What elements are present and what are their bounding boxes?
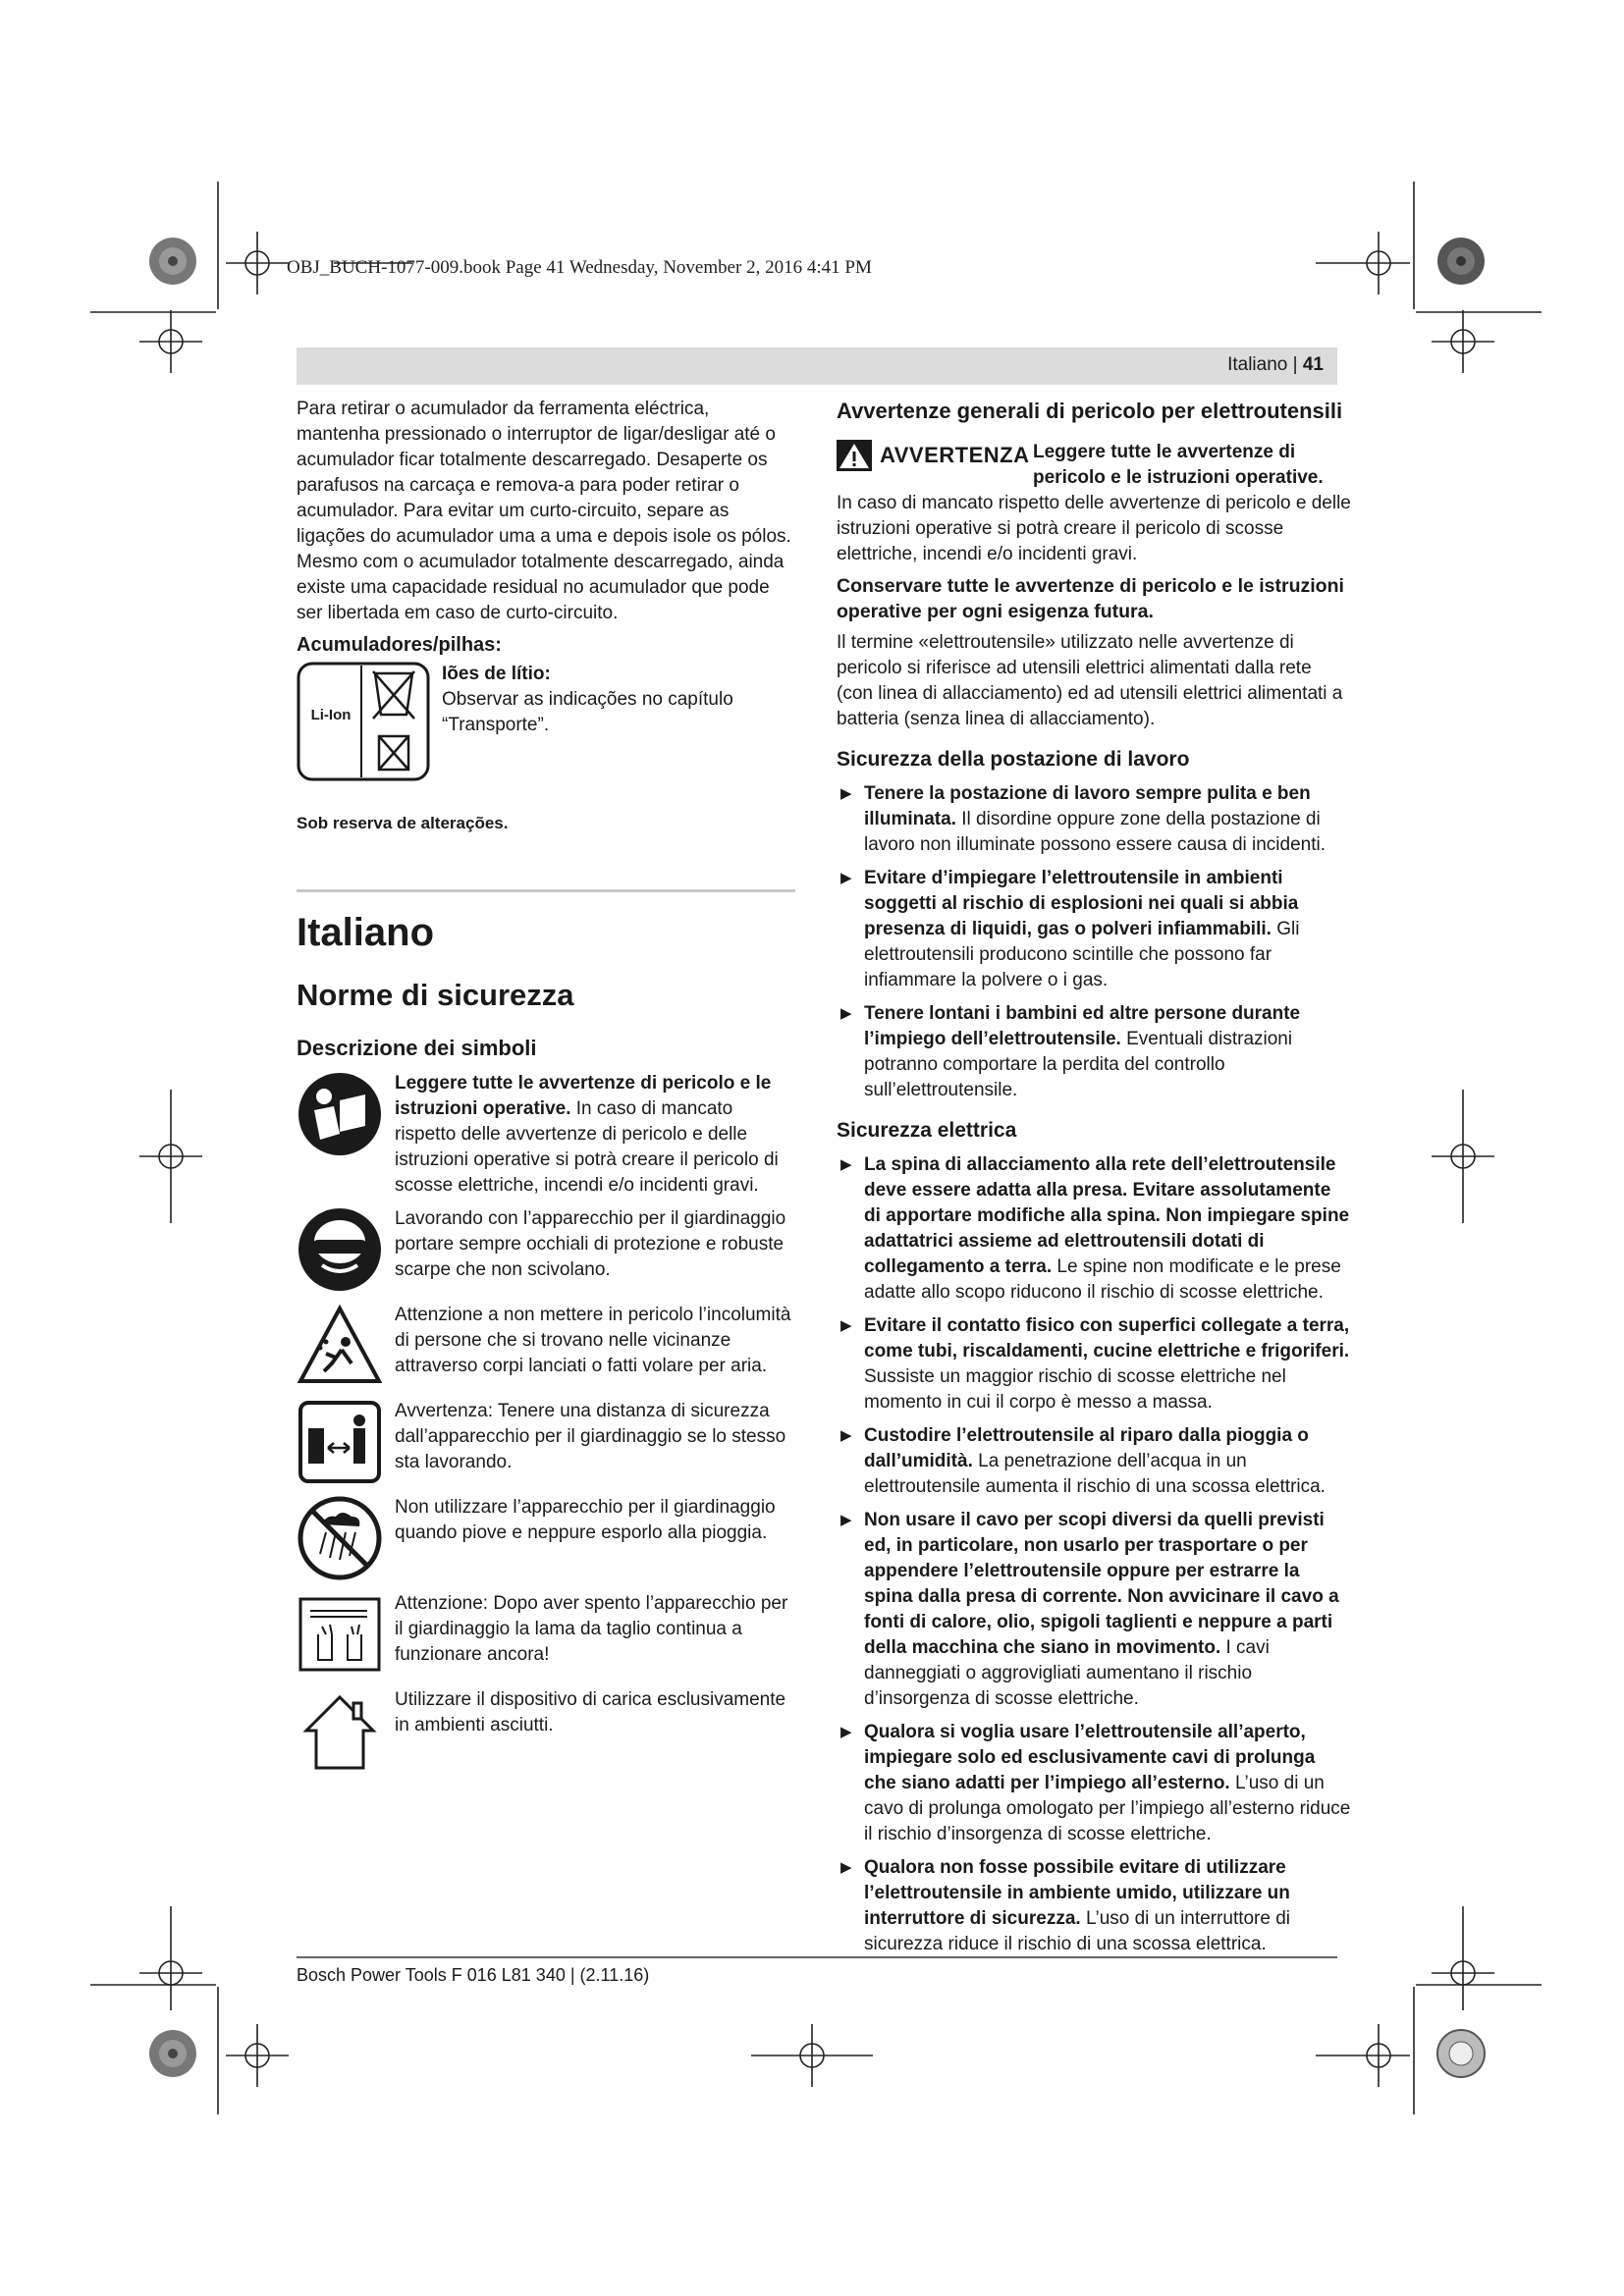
warning-triangle-icon <box>837 440 872 471</box>
li-ion-block <box>297 662 795 785</box>
symbol-text: Attenzione: Dopo aver spento l’apparecchio per il giardinaggio la lama da taglio continua a funzionare ancora! <box>395 1593 788 1665</box>
eye-protection-icon <box>297 1206 383 1293</box>
keep-instructions-note: Conservare tutte le avvertenze di pericolo e le istruzioni operative per ogni esigenza futura. <box>837 575 1344 622</box>
page-footer: Bosch Power Tools F 016 L81 340 | (2.11.16) <box>297 1965 650 1985</box>
item-bold-text: Qualora si voglia usare l’elettroutensile all’aperto, impiegare solo ed esclusivamente cavi di prolunga che siano adatti per l’impiego all’esterno. <box>864 1722 1316 1793</box>
item-bold-text: Tenere lontani i bambini ed altre persone durante l’impiego dell’elettroutensile. <box>864 1003 1301 1049</box>
symbol-text: Avvertenza: Tenere una distanza di sicurezza dall’apparecchio per il giardinaggio se lo stesso sta lavorando. <box>395 1401 786 1472</box>
page-header-bar <box>297 347 1337 385</box>
electrical-item: ▶ La spina di allacciamento alla rete dell’elettroutensile deve essere adatta alla presa. Evitare assolutamente di apportare modifiche alla spina. Non impiegare spine adattatrici assieme ad elettroutensili dotati di collegamento a terra. Le spine non modificate e le prese adatte allo scopo riducono il rischio di scosse elettriche. <box>840 1154 1350 1303</box>
no-rain-icon <box>297 1495 383 1581</box>
electrical-item: ▶ Qualora non fosse possibile evitare di utilizzare l’elettroutensile in ambiente umido, utilizzare un interruttore di sicurezza. L’uso di un interruttore di sicurezza riduce il rischio di una scossa elettrica. <box>840 1857 1291 1954</box>
symbol-text: Attenzione a non mettere in pericolo l’incolumità di persone che si trovano nelle vicinanze attraverso corpi lanciati o fatti volare per aria. <box>395 1305 791 1376</box>
reserve-note: Sob reserva de alterações. <box>297 814 509 832</box>
color-rosette-tl <box>149 238 196 285</box>
item-text: Eventuali distrazioni potranno comportare la perdita del controllo sull’elettroutensile. <box>864 1029 1293 1100</box>
electrical-safety-title: Sicurezza elettrica <box>837 1119 1017 1142</box>
symbols-title: Descrizione dei simboli <box>297 1036 537 1060</box>
item-text: Le spine non modificate e le prese adatte allo scopo riducono il rischio di scosse elettriche. <box>864 1256 1341 1303</box>
section-divider <box>297 889 795 892</box>
electrical-item: ▶ Qualora si voglia usare l’elettroutensile all’aperto, impiegare solo ed esclusivamente cavi di prolunga che siano adatti per l’impiego all’esterno. L’uso di un cavo di prolunga omologato per l’impiego all’esterno riduce il rischio d’insorgenza di scosse elettriche. <box>840 1722 1351 1844</box>
general-warnings-title: Avvertenze generali di pericolo per elettroutensili <box>837 399 1343 423</box>
warning-label: AVVERTENZA <box>880 443 1030 467</box>
page-header-label <box>1227 354 1324 376</box>
color-rosette-br <box>1437 2030 1485 2077</box>
item-bold-text: Non usare il cavo per scopi diversi da quelli previsti ed, in particolare, non usarlo per trasportare o per appendere l’elettroutensile oppure per estrarre la spina dalla presa di corrente. Non avvicinare il cavo a fonti di calore, olio, spigoli taglienti e neppure a parti della macchina che siano in movimento. <box>864 1510 1339 1658</box>
book-info-line: OBJ_BUCH-1077-009.book Page 41 Wednesday, November 2, 2016 4:41 PM <box>287 257 872 278</box>
left-column <box>297 397 795 1784</box>
safety-distance-icon <box>297 1399 383 1485</box>
symbol-row-no-rain <box>297 1495 795 1583</box>
term-definition-paragraph: Il termine «elettroutensile» utilizzato nelle avvertenze di pericolo si riferisce ad utensili elettrici alimentati dalla rete (con linea di allacciamento) ed ad utensili elettrici alimentati a batteria (senza linea di allacciamento). <box>837 632 1343 729</box>
pt-battery-paragraph: Para retirar o acumulador da ferramenta eléctrica, mantenha pressionado o interruptor de ligar/desligar até o acumulador ficar totalmente descarregado. Desaperte os parafusos na carcaça e remova-a para poder retirar o acumulador. Para evitar um curto-circuito, separe as ligações do acumulador uma a uma e depois isole os pólos. Mesmo com o acumulador totalmente descarregado, ainda existe uma capacidade residual no acumulador que pode ser libertada em caso de curto-circuito. <box>297 399 791 623</box>
workplace-item: ▶ Tenere la postazione di lavoro sempre pulita e ben illuminata. Il disordine oppure zone della postazione di lavoro non illuminate possono essere causa di incidenti. <box>840 783 1326 855</box>
item-text: L’uso di un interruttore di sicurezza riduce il rischio di una scossa elettrica. <box>864 1908 1291 1954</box>
symbol-text: Utilizzare il dispositivo di carica esclusivamente in ambienti asciutti. <box>395 1689 786 1735</box>
batteries-heading: Acumuladores/pilhas: <box>297 634 502 656</box>
item-text: La penetrazione dell’acqua in un elettroutensile aumenta il rischio di una scossa elettrica. <box>864 1451 1326 1497</box>
item-bold-text: Evitare il contatto fisico con superfici collegate a terra, come tubi, riscaldamenti, cucine elettriche e frigoriferi. <box>864 1315 1350 1362</box>
li-ion-text: Observar as indicações no capítulo “Transporte”. <box>442 689 733 735</box>
item-bold-text: Evitare d’impiegare l’elettroutensile in ambienti soggetti al rischio di esplosioni nei quali si abbia presenza di liquidi, gas o polveri infiammabili. <box>864 868 1299 939</box>
right-column <box>837 397 1351 1965</box>
read-manual-icon <box>297 1071 383 1157</box>
language-title: Italiano <box>297 911 435 954</box>
item-bold-text: Qualora non fosse possibile evitare di utilizzare l’elettroutensile in ambiente umido, utilizzare un interruttore di sicurezza. <box>864 1857 1290 1929</box>
warning-text: In caso di mancato rispetto delle avvertenze di pericolo e delle istruzioni operative si potrà creare il pericolo di scosse elettriche, incendi e/o incidenti gravi. <box>837 493 1351 564</box>
registration-crosshair-mr <box>1432 1090 1494 1223</box>
color-rosette-tr <box>1437 238 1485 285</box>
item-bold-text: Tenere la postazione di lavoro sempre pulita e ben illuminata. <box>864 783 1311 829</box>
item-text: Gli elettroutensili producono scintille che possono far infiammare la polvere o i gas. <box>864 919 1300 990</box>
item-bold-text: Custodire l’elettroutensile al riparo dalla pioggia o dall’umidità. <box>864 1425 1309 1471</box>
header-separator: | <box>1287 354 1303 375</box>
symbol-row-flying-objects <box>297 1303 795 1391</box>
item-text: Sussiste un maggior rischio di scosse elettriche nel momento in cui il corpo è messo a massa. <box>864 1366 1286 1413</box>
li-ion-title: Iões de lítio: <box>442 664 551 684</box>
symbol-row-read-manual <box>297 1071 795 1199</box>
workplace-safety-title: Sicurezza della postazione di lavoro <box>837 748 1190 771</box>
header-language: Italiano <box>1227 354 1288 375</box>
color-rosette-bl <box>149 2030 196 2077</box>
warning-bold-text: Leggere tutte le avvertenze di pericolo e le istruzioni operative. <box>1033 442 1324 488</box>
symbol-text: Non utilizzare l’apparecchio per il giardinaggio quando piove e neppure esporlo alla pioggia. <box>395 1497 776 1543</box>
symbol-row-safety-distance <box>297 1399 795 1487</box>
warning-badge <box>837 440 1030 471</box>
item-text: L’uso di un cavo di prolunga omologato per l’impiego all’esterno riduce il rischio d’insorgenza di scosse elettriche. <box>864 1773 1351 1844</box>
li-ion-label: Li-Ion <box>310 707 352 723</box>
symbol-row-indoor-use <box>297 1687 795 1776</box>
electrical-item: ▶ Custodire l’elettroutensile al riparo dalla pioggia o dall’umidità. La penetrazione dell’acqua in un elettroutensile aumenta il rischio di una scossa elettrica. <box>840 1425 1326 1497</box>
item-text: I cavi danneggiati o aggrovigliati aumentano il rischio d’insorgenza di scosse elettriche. <box>864 1637 1270 1709</box>
page-number: 41 <box>1302 354 1324 375</box>
symbol-row-blade-continues <box>297 1591 795 1680</box>
item-bold-text: La spina di allacciamento alla rete dell’elettroutensile deve essere adatta alla presa. Evitare assolutamente di apportare modifiche alla spina. Non impiegare spine adattatrici assieme ad elettroutensili dotati di collegamento a terra. <box>864 1154 1350 1277</box>
footer-divider <box>297 1956 1337 1958</box>
electrical-item: ▶ Non usare il cavo per scopi diversi da quelli previsti ed, in particolare, non usarlo per trasportare o per appendere l’elettroutensile oppure per estrarre la spina dalla presa di corrente. Non avvicinare il cavo a fonti di calore, olio, spigoli taglienti e neppure a parti della macchina che siano in movimento. I cavi danneggiati o aggrovigliati aumentano il rischio d’insorgenza di scosse elettriche. <box>840 1510 1339 1709</box>
safety-title: Norme di sicurezza <box>297 978 574 1012</box>
blade-continues-icon <box>297 1591 383 1678</box>
symbol-row-eye-protection <box>297 1206 795 1295</box>
indoor-use-icon <box>297 1687 383 1774</box>
item-text: Il disordine oppure zone della postazione di lavoro non illuminate possono essere causa di incidenti. <box>864 809 1326 855</box>
warning-block <box>837 440 1351 493</box>
registration-crosshair-bm <box>751 2024 873 2087</box>
symbol-text: Lavorando con l’apparecchio per il giardinaggio portare sempre occhiali di protezione e robuste scarpe che non scivolano. <box>395 1208 786 1280</box>
symbol-text: In caso di mancato rispetto delle avvertenze di pericolo e delle istruzioni operative si potrà creare il pericolo di scosse elettriche, incendi e/o incidenti gravi. <box>395 1098 779 1196</box>
symbol-bold-text: Leggere tutte le avvertenze di pericolo e le istruzioni operative. <box>395 1073 772 1119</box>
registration-crosshair-ml <box>139 1090 202 1223</box>
flying-objects-warning-icon <box>297 1303 383 1389</box>
workplace-item: ▶ Evitare d’impiegare l’elettroutensile in ambienti soggetti al rischio di esplosioni nei quali si abbia presenza di liquidi, gas o polveri infiammabili. Gli elettroutensili producono scintille che possono far infiammare la polvere o i gas. <box>840 868 1300 990</box>
workplace-item: ▶ Tenere lontani i bambini ed altre persone durante l’impiego dell’elettroutensile. Eventuali distrazioni potranno comportare la perdita del controllo sull’elettroutensile. <box>840 1003 1301 1100</box>
electrical-item: ▶ Evitare il contatto fisico con superfici collegate a terra, come tubi, riscaldamenti, cucine elettriche e frigoriferi. Sussiste un maggior rischio di scosse elettriche nel momento in cui il corpo è messo a massa. <box>840 1315 1350 1413</box>
